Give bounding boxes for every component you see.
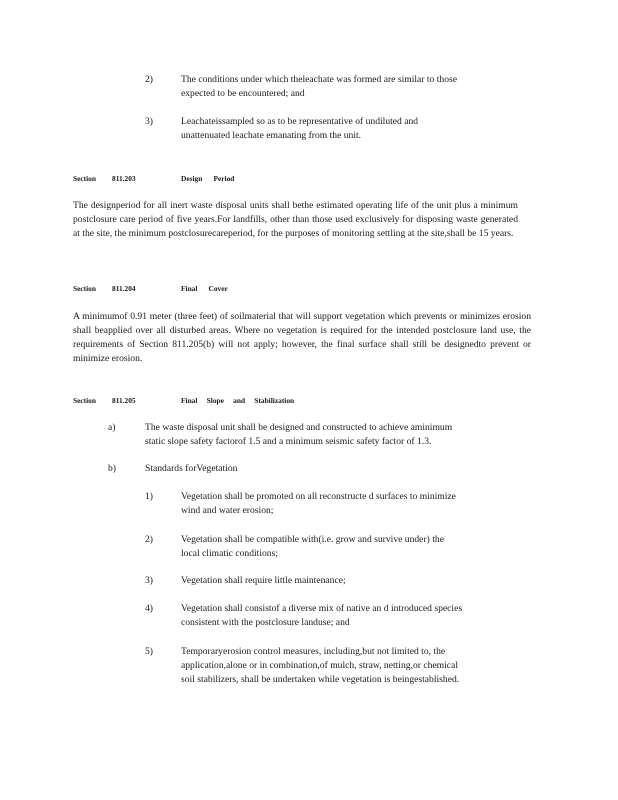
subsection-text: The waste disposal unit shall be designed and constructed to achieve aminimum <box>145 422 453 433</box>
subsection-marker: a) <box>108 422 116 433</box>
list-item-text: wind and water erosion; <box>181 505 274 516</box>
list-item-text: The conditions under which theleachate was formed are similar to those <box>181 74 457 85</box>
subsection-marker: b) <box>108 463 116 474</box>
list-item-text: Vegetation shall be promoted on all reconstructe d surfaces to minimize <box>181 491 456 502</box>
section-number: 811.204 <box>112 284 136 293</box>
list-item-text: unattenuated leachate emanating from the unit. <box>181 130 362 141</box>
list-item-text: Vegetation shall require little maintenance; <box>181 575 346 586</box>
section-label: Section <box>73 396 96 405</box>
section-label: Section <box>73 284 96 293</box>
list-item-number: 1) <box>145 491 153 502</box>
list-item-number: 3) <box>145 116 153 127</box>
subsection-text: Standards forVegetation <box>145 463 238 474</box>
section-number: 811.205 <box>112 396 136 405</box>
section-title: Design Period <box>181 174 235 183</box>
section-number: 811.203 <box>112 174 136 183</box>
list-item-text: expected to be encountered; and <box>181 88 305 99</box>
subsection-text: static slope safety factorof 1.5 and a minimum seismic safety factor of 1.3. <box>145 436 432 447</box>
list-item-text: soil stabilizers, shall be undertaken while vegetation is beingestablished. <box>181 674 460 685</box>
list-item-number: 3) <box>145 575 153 586</box>
list-item-text: Vegetation shall consistof a diverse mix of native an d introduced species <box>181 603 463 614</box>
list-item-number: 4) <box>145 603 153 614</box>
list-item-number: 2) <box>145 534 153 545</box>
list-item-number: 2) <box>145 74 153 85</box>
list-item-text: application,alone or in combination,of mulch, straw, netting,or chemical <box>181 660 458 671</box>
section-body: The designperiod for all inert waste disposal units shall bethe estimated operating life of the unit plus a minimum postclosure care period of five years.For landfills, other than those used exclusively for disposing waste generated at the site, the minimum postclosurecareperiod, for the purposes of monitoring settling at the site,shall be 15 years. <box>73 200 518 239</box>
list-item-text: Leachateissampled so as to be representative of undiluted and <box>181 116 419 127</box>
list-item-text: Temporaryerosion control measures, including,but not limited to, the <box>181 646 446 657</box>
section-title: Final Slope and Stabilization <box>181 396 295 405</box>
section-title: Final Cover <box>181 284 228 293</box>
list-item-text: local climatic conditions; <box>181 548 278 559</box>
list-item-text: Vegetation shall be compatible with(i.e. grow and survive under) the <box>181 534 444 545</box>
list-item-text: consistent with the postclosure landuse; and <box>181 617 350 628</box>
section-label: Section <box>73 174 96 183</box>
section-body: A minimumof 0.91 meter (three feet) of soilmaterial that will support vegetation which prevents or minimizes erosion shall beapplied over all disturbed areas. Where no vegetation is required for the intended postclosure land use, the requirements of Section 811.205(b) will not apply; however, the final surface shall still be designedto prevent or minimize erosion. <box>73 311 531 364</box>
list-item-number: 5) <box>145 646 153 657</box>
